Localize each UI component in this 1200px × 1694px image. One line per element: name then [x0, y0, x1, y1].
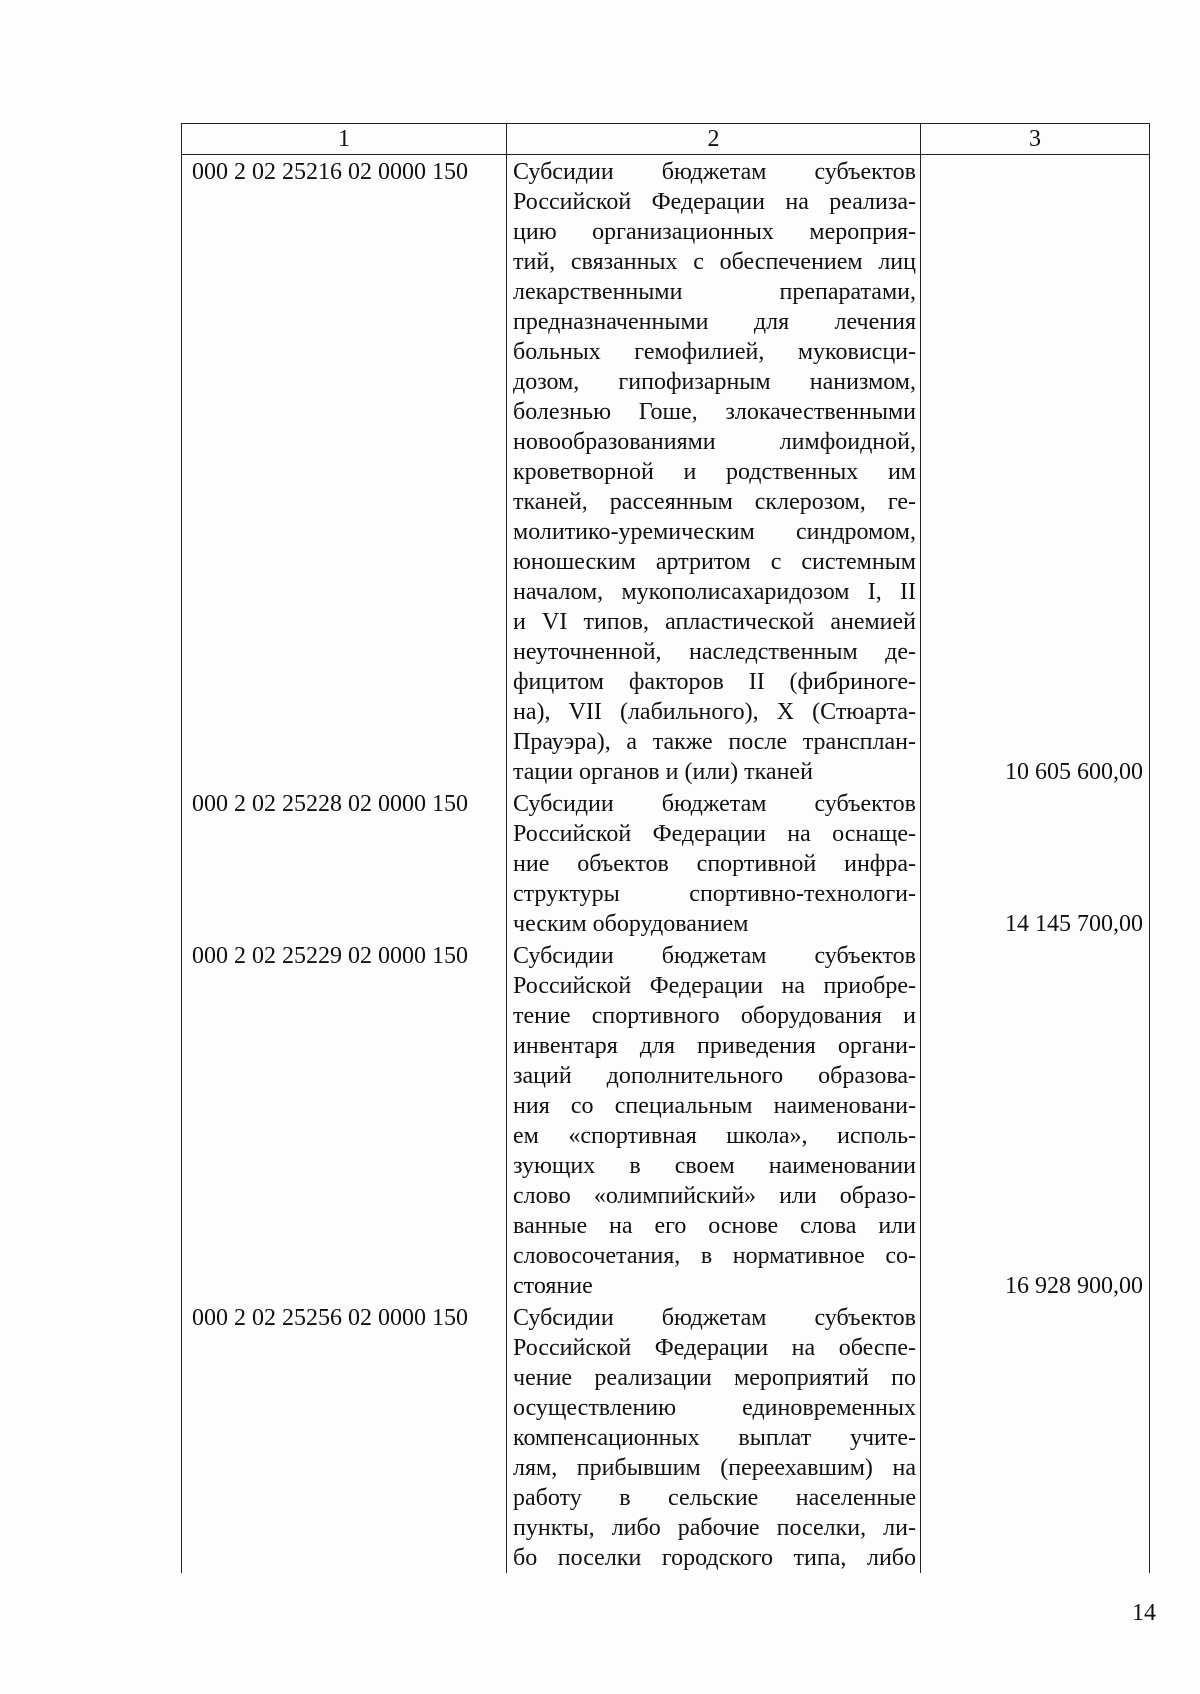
amount-cell: 16 928 900,00 — [921, 939, 1150, 1301]
table-row — [182, 939, 1150, 1301]
description-line: ем «спортивная школа», исполь- — [513, 1123, 916, 1149]
description-line: Субсидии бюджетам субъектов — [513, 159, 916, 185]
column-header-2: 2 — [507, 124, 921, 155]
description-line: словосочетания, в нормативное со- — [513, 1243, 916, 1269]
table-row — [182, 155, 1150, 788]
description-cell — [507, 1301, 921, 1573]
description-line: и VI типов, апластической анемией — [513, 609, 916, 635]
description-line: лям, прибывшим (переехавшим) на — [513, 1455, 916, 1481]
description-line: дозом, гипофизарным нанизмом, — [513, 369, 916, 395]
description-line: ческим оборудованием — [513, 911, 749, 937]
description-line: предназначенными для лечения — [513, 309, 916, 335]
amount-cell: 10 605 600,00 — [921, 155, 1150, 788]
description-line: стояние — [513, 1273, 593, 1299]
description-line: ния со специальным наименовани- — [513, 1093, 916, 1119]
budget-code-cell: 000 2 02 25216 02 0000 150 — [182, 155, 507, 788]
description-line: Субсидии бюджетам субъектов — [513, 1305, 916, 1331]
description-line: кроветворной и родственных им — [513, 459, 916, 485]
description-line: Субсидии бюджетам субъектов — [513, 791, 916, 817]
table-row — [182, 787, 1150, 939]
description-line: работу в сельские населенные — [513, 1485, 916, 1511]
amount-cell — [921, 1301, 1150, 1573]
description-line: Субсидии бюджетам субъектов — [513, 943, 916, 969]
description-line: цию организационных мероприя- — [513, 219, 916, 245]
description-line: больных гемофилией, муковисци- — [513, 339, 916, 365]
header-row — [182, 124, 1150, 155]
description-cell — [507, 939, 921, 1301]
description-line: Российской Федерации на приобре- — [513, 973, 916, 999]
description-cell — [507, 787, 921, 939]
description-line: на), VII (лабильного), X (Стюарта- — [513, 699, 916, 725]
page-number: 14 — [1132, 1600, 1156, 1626]
description-line: инвентаря для приведения органи- — [513, 1033, 916, 1059]
description-cell — [507, 155, 921, 788]
amount-cell: 14 145 700,00 — [921, 787, 1150, 939]
description-line: неуточненной, наследственным де- — [513, 639, 916, 665]
column-header-3: 3 — [921, 124, 1150, 155]
description-line: юношеским артритом с системным — [513, 549, 916, 575]
table-row — [182, 1301, 1150, 1573]
description-line: новообразованиями лимфоидной, — [513, 429, 916, 455]
description-line: ванные на его основе слова или — [513, 1213, 916, 1239]
description-line: тий, связанных с обеспечением лиц — [513, 249, 916, 275]
column-header-1: 1 — [182, 124, 507, 155]
budget-table — [181, 123, 1150, 1573]
description-line: осуществлению единовременных — [513, 1395, 916, 1421]
description-line: пункты, либо рабочие поселки, ли- — [513, 1515, 916, 1541]
description-line: лекарственными препаратами, — [513, 279, 916, 305]
description-line: зующих в своем наименовании — [513, 1153, 916, 1179]
description-line: тканей, рассеянным склерозом, ге- — [513, 489, 916, 515]
description-line: фицитом факторов II (фибриноге- — [513, 669, 916, 695]
description-line: тение спортивного оборудования и — [513, 1003, 916, 1029]
description-line: тации органов и (или) тканей — [513, 759, 813, 785]
description-line: молитико-уремическим синдромом, — [513, 519, 916, 545]
description-line: Прауэра), а также после трансплан- — [513, 729, 916, 755]
description-line: болезнью Гоше, злокачественными — [513, 399, 916, 425]
description-line: компенсационных выплат учите- — [513, 1425, 916, 1451]
budget-code-cell: 000 2 02 25228 02 0000 150 — [182, 787, 507, 939]
description-line: ние объектов спортивной инфра- — [513, 851, 916, 877]
description-line: Российской Федерации на оснаще- — [513, 821, 916, 847]
budget-code-cell: 000 2 02 25256 02 0000 150 — [182, 1301, 507, 1573]
description-line: структуры спортивно-технологи- — [513, 881, 916, 907]
description-line: заций дополнительного образова- — [513, 1063, 916, 1089]
description-line: слово «олимпийский» или образо- — [513, 1183, 916, 1209]
description-line: чение реализации мероприятий по — [513, 1365, 916, 1391]
description-line: Российской Федерации на обеспе- — [513, 1335, 916, 1361]
table-body — [182, 155, 1150, 1574]
description-line: Российской Федерации на реализа- — [513, 189, 916, 215]
description-line: бо поселки городского типа, либо — [513, 1545, 916, 1571]
budget-code-cell: 000 2 02 25229 02 0000 150 — [182, 939, 507, 1301]
description-line: началом, мукополисахаридозом I, II — [513, 579, 916, 605]
